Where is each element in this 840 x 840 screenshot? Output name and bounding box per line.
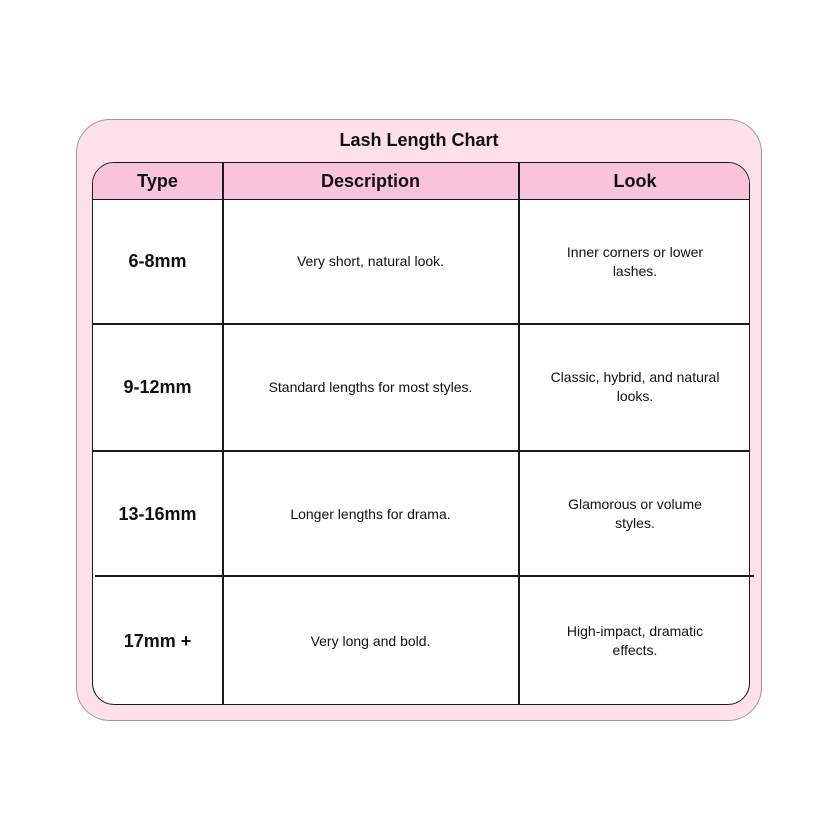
row-divider — [95, 575, 754, 577]
chart-title: Lash Length Chart — [339, 130, 499, 150]
table-row-4-look: High-impact, dramatic effects. — [566, 623, 704, 658]
table-row-1-look: Inner corners or lower lashes. — [566, 243, 704, 279]
lash-length-card — [76, 119, 762, 721]
header-description: Description — [320, 170, 421, 191]
table-row-4-description: Very long and bold. — [310, 632, 431, 649]
table-row-2-look: Classic, hybrid, and natural looks. — [550, 369, 720, 404]
header-type: Type — [137, 170, 178, 191]
table-row-4-type: 17mm + — [123, 630, 192, 651]
header-look: Look — [613, 170, 657, 191]
table-row-1-type: 6-8mm — [128, 251, 187, 271]
table-row-3-description: Longer lengths for drama. — [290, 505, 451, 522]
table-row-2-type: 9-12mm — [123, 376, 192, 397]
table-row-3-look: Glamorous or volume styles. — [568, 496, 702, 531]
table-header-row — [93, 163, 749, 200]
table-row-1-description: Very short, natural look. — [296, 253, 445, 269]
lash-length-table — [92, 162, 750, 705]
table-row-2-description: Standard lengths for most styles. — [268, 378, 473, 395]
table-row-3-type: 13-16mm — [118, 503, 197, 524]
